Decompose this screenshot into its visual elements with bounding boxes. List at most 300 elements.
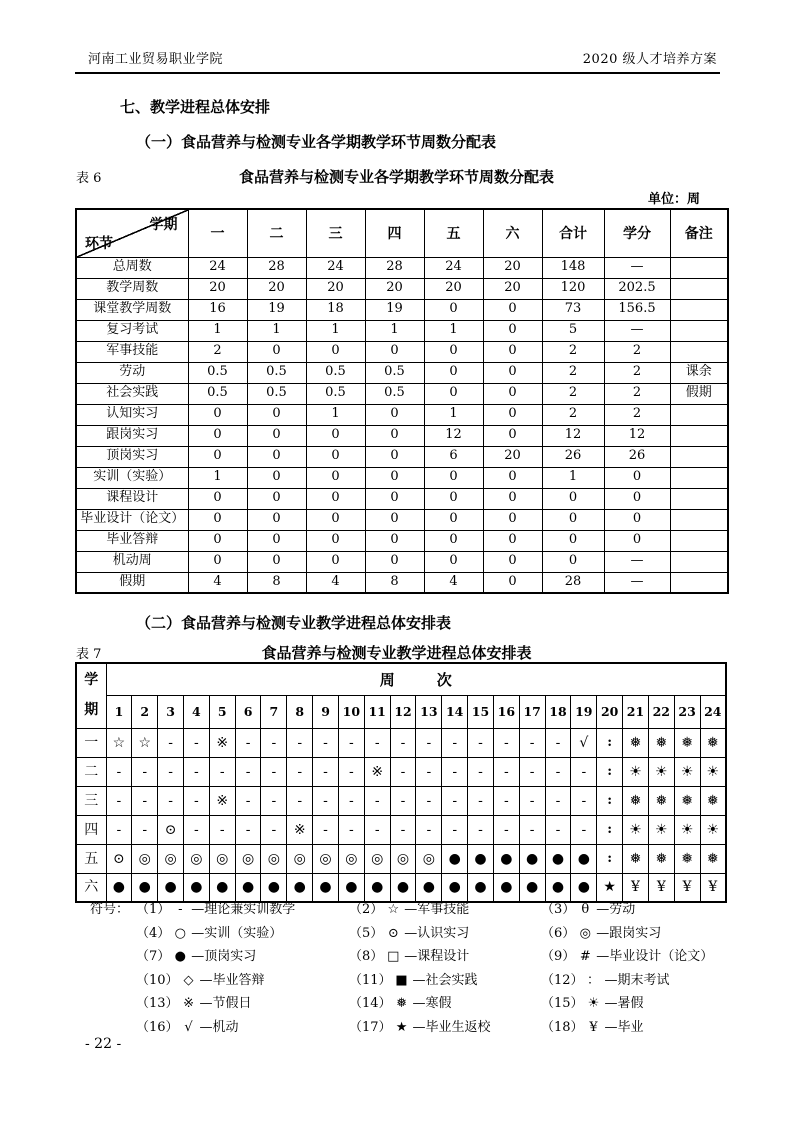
table6-cell: 28 (365, 257, 424, 278)
table7-schedule-cell: - (287, 728, 313, 757)
legend-item-symbol: √ (184, 1019, 193, 1035)
table7-schedule-cell: - (545, 757, 571, 786)
legend-item (349, 898, 541, 922)
table6-cell: 0 (247, 551, 306, 572)
legend-item-number: （16） (136, 1019, 179, 1035)
table7-schedule-cell: - (235, 815, 261, 844)
table6-cell: 2 (604, 383, 670, 404)
table7-schedule-cell: - (132, 757, 158, 786)
table6-column-header: 六 (483, 209, 542, 257)
table7-schedule-cell: ● (235, 873, 261, 902)
table7-schedule-cell: - (416, 815, 442, 844)
table7-row (76, 786, 726, 815)
table6-cell: 0 (365, 341, 424, 362)
table7-semester-label: 五 (76, 844, 106, 873)
legend-item-number: （11） (349, 972, 392, 988)
table7-row (76, 844, 726, 873)
table6-cell: 0 (365, 509, 424, 530)
table6-cell: 0 (424, 488, 483, 509)
table6-column-header: 一 (188, 209, 247, 257)
table7-schedule-cell: - (416, 757, 442, 786)
table6-cell: 课余 (670, 362, 728, 383)
legend-item-symbol: ○ (174, 925, 186, 941)
document-header (88, 48, 717, 67)
table7-week-number: 6 (235, 695, 261, 728)
table6-row (76, 404, 728, 425)
table7-schedule-cell: ❅ (648, 728, 674, 757)
table6-row (76, 299, 728, 320)
table6-cell: 0 (483, 488, 542, 509)
table6-cell (670, 530, 728, 551)
table6-cell: 0 (306, 446, 365, 467)
table7-week-number: 21 (623, 695, 649, 728)
legend-item-number: （4） (136, 925, 171, 941)
table7-schedule-cell: ● (390, 873, 416, 902)
table6-cell: 19 (365, 299, 424, 320)
table6-cell: 0.5 (188, 362, 247, 383)
table6-cell (670, 320, 728, 341)
legend-item-symbol: ◎ (579, 925, 591, 941)
table7-schedule-cell: - (183, 786, 209, 815)
table6-cell: 0 (365, 530, 424, 551)
table7-schedule-cell: - (390, 786, 416, 815)
table6-row (76, 383, 728, 404)
table6-cell: 0 (424, 299, 483, 320)
table6-cell: 0.5 (365, 383, 424, 404)
table6-cell: 0 (306, 509, 365, 530)
table6-row (76, 320, 728, 341)
table6-cell (670, 404, 728, 425)
legend-item-number: （1） (136, 902, 171, 917)
legend-item-desc: —认识实习 (404, 925, 470, 941)
table6-cell: 12 (542, 425, 604, 446)
legend-item (541, 945, 733, 969)
table7-schedule-cell: - (364, 728, 390, 757)
table6-row-label: 机动周 (76, 551, 188, 572)
table7-schedule-cell: - (235, 728, 261, 757)
legend-item-desc: —课程设计 (404, 949, 470, 964)
table6-cell: 0.5 (306, 362, 365, 383)
table6-cell: 2 (188, 341, 247, 362)
table6-row-label: 课堂教学周数 (76, 299, 188, 320)
table6-cell: 2 (604, 341, 670, 362)
table6-cell (670, 341, 728, 362)
legend-item-symbol: ● (174, 949, 186, 964)
table6-header-row (76, 209, 728, 257)
table6-cell: 5 (542, 320, 604, 341)
table7-schedule-cell: - (442, 728, 468, 757)
table7-week-header (106, 663, 726, 695)
table7-schedule-cell: ❅ (623, 844, 649, 873)
table7-schedule-cell: - (442, 757, 468, 786)
table7-week-number: 24 (700, 695, 726, 728)
table7-schedule-cell: ● (106, 873, 132, 902)
legend-item-symbol: # (579, 949, 591, 964)
table6-cell: 0 (306, 488, 365, 509)
table6-column-header: 合计 (542, 209, 604, 257)
legend-item (349, 1016, 541, 1040)
table6-cell: 0 (483, 341, 542, 362)
legend-item-desc: —军事技能 (404, 902, 470, 917)
table6-cell: 0 (247, 425, 306, 446)
table6-cell: 4 (424, 572, 483, 593)
table6-cell: 20 (247, 278, 306, 299)
table7-schedule-cell: ● (545, 844, 571, 873)
table6-caption-row (0, 166, 793, 187)
table7-schedule-cell: ❅ (700, 786, 726, 815)
table6-row (76, 341, 728, 362)
table7-schedule-cell: ● (442, 873, 468, 902)
table7-semester-label: 四 (76, 815, 106, 844)
table6-cell: 0 (483, 467, 542, 488)
header-rule (75, 72, 720, 74)
legend-item-desc: —社会实践 (412, 972, 478, 988)
legend-item-number: （13） (136, 996, 179, 1011)
table6-cell: 1 (306, 404, 365, 425)
table7-schedule-cell: ◎ (235, 844, 261, 873)
table6-cell: 0 (483, 551, 542, 572)
table6-row (76, 362, 728, 383)
legend-item-symbol: θ (581, 902, 590, 917)
table7-week-number: 11 (364, 695, 390, 728)
table7-schedule-cell: ❅ (623, 728, 649, 757)
table7-schedule-cell: - (416, 786, 442, 815)
table6-row (76, 572, 728, 593)
table6-row (76, 488, 728, 509)
table6-cell: 20 (483, 278, 542, 299)
table7-week-number: 4 (183, 695, 209, 728)
table6-cell: 0 (604, 467, 670, 488)
legend-item-number: （12） (541, 972, 584, 988)
table7-schedule-cell: - (468, 728, 494, 757)
table6-cell: 20 (424, 278, 483, 299)
table7-schedule-cell: - (261, 728, 287, 757)
table6-cell: 19 (247, 299, 306, 320)
legend-item-desc: —劳动 (596, 902, 636, 917)
table7-schedule-cell: - (183, 815, 209, 844)
legend-item-symbol: ★ (395, 1019, 408, 1035)
table6-cell: 4 (306, 572, 365, 593)
legend-item-desc: —跟岗实习 (596, 925, 662, 941)
legend-item-desc: —实训（实验） (191, 925, 283, 941)
legend-item (136, 922, 349, 946)
header-plan-title: 2020 级人才培养方案 (582, 52, 717, 67)
legend-item-number: （8） (349, 949, 384, 964)
table7-week-number: 18 (545, 695, 571, 728)
table6-cell: 0 (247, 467, 306, 488)
table6-row-label: 毕业答辩 (76, 530, 188, 551)
table6-cell: 0 (188, 488, 247, 509)
table6-cell: 28 (542, 572, 604, 593)
table6-cell (670, 446, 728, 467)
table7-schedule-cell: - (132, 815, 158, 844)
legend-item-desc: —毕业 (604, 1019, 644, 1035)
table7-schedule-cell: - (313, 786, 339, 815)
table6-row-label: 劳动 (76, 362, 188, 383)
table6-cell: 12 (424, 425, 483, 446)
table6-cell: 0.5 (365, 362, 424, 383)
table7-schedule-cell: ❅ (648, 786, 674, 815)
table7-schedule-cell: - (519, 786, 545, 815)
table6-row (76, 425, 728, 446)
legend-item (541, 898, 733, 922)
table7-schedule-cell: - (158, 786, 184, 815)
table7-schedule-cell: : (597, 728, 623, 757)
table7-week-number: 5 (209, 695, 235, 728)
table7-schedule-cell: ⊙ (106, 844, 132, 873)
table7-schedule-cell: ◎ (313, 844, 339, 873)
legend-item (136, 969, 349, 993)
legend-item-number: （7） (136, 949, 171, 964)
legend-item-symbol: ¥ (589, 1019, 598, 1035)
table6-cell: 0 (188, 446, 247, 467)
table6-cell: 2 (542, 341, 604, 362)
table6-cell (670, 425, 728, 446)
legend-item-desc: —期末考试 (604, 972, 670, 988)
table7-semester-label: 一 (76, 728, 106, 757)
section-heading: 七、教学进程总体安排 (120, 98, 271, 116)
table6-cell (670, 467, 728, 488)
table6-cell: 20 (483, 446, 542, 467)
table7-schedule-cell: - (287, 757, 313, 786)
table7-row (76, 815, 726, 844)
table7-schedule-cell: ※ (209, 786, 235, 815)
table6-cell: 0 (483, 572, 542, 593)
table7-schedule-cell: - (106, 786, 132, 815)
legend-item-desc: —毕业答辩 (199, 972, 265, 988)
table6-cell: 0 (365, 425, 424, 446)
table6-cell: 1 (306, 320, 365, 341)
legend-label: 符号： (90, 902, 130, 917)
legend-item (349, 922, 541, 946)
table6-cell: 24 (188, 257, 247, 278)
table7-schedule-cell: ❅ (700, 728, 726, 757)
table6-cell: 0 (604, 530, 670, 551)
legend-item-number: （17） (349, 1019, 392, 1035)
table7-schedule-cell: - (519, 757, 545, 786)
table7-schedule-cell: - (158, 757, 184, 786)
legend-item-number: （6） (541, 925, 576, 941)
table7-schedule-cell: ◎ (158, 844, 184, 873)
table7-schedule-cell: - (571, 815, 597, 844)
table7-schedule-cell: ★ (597, 873, 623, 902)
table6-cell: 0 (247, 446, 306, 467)
table6-cell: 2 (542, 383, 604, 404)
table6-cell: 202.5 (604, 278, 670, 299)
table7-schedule-cell: ◎ (261, 844, 287, 873)
table7-schedule-cell: - (132, 786, 158, 815)
table6-cell: 73 (542, 299, 604, 320)
table7-schedule-cell: - (390, 815, 416, 844)
table6-cell: 假期 (670, 383, 728, 404)
table6-cell: 0 (247, 488, 306, 509)
table7-schedule-cell: - (468, 757, 494, 786)
table6-row (76, 467, 728, 488)
legend-item-number: （5） (349, 925, 384, 941)
table6-cell: 6 (424, 446, 483, 467)
table7-schedule-cell: ● (442, 844, 468, 873)
table6-row-label: 毕业设计（论文） (76, 509, 188, 530)
table6-cell: 24 (306, 257, 365, 278)
table6-cell: 0 (424, 551, 483, 572)
table6-cell: 16 (188, 299, 247, 320)
table6-cell: 0 (365, 488, 424, 509)
table7-week-number-row (76, 695, 726, 728)
table7-schedule-cell: ● (545, 873, 571, 902)
legend-item-desc: —顶岗实习 (191, 949, 257, 964)
table7-schedule-cell: - (313, 757, 339, 786)
table6-row-label: 假期 (76, 572, 188, 593)
table7-schedule-cell: ◎ (183, 844, 209, 873)
table6-cell: 0 (365, 446, 424, 467)
table7-week-number: 17 (519, 695, 545, 728)
table7-schedule-cell: - (235, 786, 261, 815)
table6-cell: 20 (306, 278, 365, 299)
table6-cell: 0 (424, 509, 483, 530)
table7-schedule-cell: ● (338, 873, 364, 902)
table6-cell: 0.5 (188, 383, 247, 404)
table6-cell: 2 (604, 404, 670, 425)
table6-cell: 0 (365, 404, 424, 425)
table6-cell: 0.5 (247, 362, 306, 383)
legend-item-number: （2） (349, 902, 384, 917)
table7-week-number: 15 (468, 695, 494, 728)
table7-tag: 表 7 (76, 647, 102, 662)
table7-schedule-cell: ☀ (700, 757, 726, 786)
table7-schedule-cell: - (287, 786, 313, 815)
table7-schedule-cell: - (493, 728, 519, 757)
table6-row (76, 509, 728, 530)
table6-cell (670, 299, 728, 320)
table7-schedule-cell: - (493, 786, 519, 815)
table6-row (76, 257, 728, 278)
table7-schedule-cell: - (571, 757, 597, 786)
table7-schedule-cell: ※ (287, 815, 313, 844)
table7-row (76, 728, 726, 757)
table6-cell: 4 (188, 572, 247, 593)
table7-title: 食品营养与检测专业教学进程总体安排表 (261, 644, 532, 662)
table7-week-header-text: 周次 (379, 670, 494, 689)
table6-cell: 0 (483, 425, 542, 446)
table6-cell: 0 (247, 341, 306, 362)
table6-cell (670, 278, 728, 299)
table7-schedule-cell: - (338, 786, 364, 815)
header-school-name: 河南工业贸易职业学院 (88, 52, 224, 67)
legend-item (541, 969, 733, 993)
table6-cell: 0 (188, 404, 247, 425)
table7-schedule-cell: - (468, 815, 494, 844)
table6-column-header: 备注 (670, 209, 728, 257)
table6-cell: 20 (365, 278, 424, 299)
table7-schedule-cell: ¥ (648, 873, 674, 902)
table7-schedule-cell: ❅ (674, 786, 700, 815)
table7-schedule-cell: ¥ (674, 873, 700, 902)
table7-schedule-cell: ☀ (700, 815, 726, 844)
table7-schedule-cell: ● (261, 873, 287, 902)
table6-row (76, 530, 728, 551)
table7-schedule-cell: - (519, 728, 545, 757)
table7-schedule-cell: - (493, 815, 519, 844)
table7-schedule-cell: - (261, 786, 287, 815)
table6-column-header: 四 (365, 209, 424, 257)
table7-schedule-cell: - (183, 757, 209, 786)
table6-cell: 0 (424, 341, 483, 362)
corner-label-semester: 学期 (149, 217, 178, 233)
table7-schedule-cell: ● (571, 873, 597, 902)
legend-item (349, 945, 541, 969)
table7-week-number: 10 (338, 695, 364, 728)
table6-cell: 0 (542, 488, 604, 509)
table7-schedule-cell: ● (183, 873, 209, 902)
table7-semester-header-text: 学期 (84, 672, 99, 718)
table6-cell: 0 (247, 509, 306, 530)
table6-cell: — (604, 572, 670, 593)
table6-cell: 0 (483, 299, 542, 320)
legend-item-desc: —理论兼实训教学 (191, 902, 296, 917)
legend-item (541, 1016, 733, 1040)
table6-cell: 0 (306, 341, 365, 362)
table7-schedule-cell: ● (287, 873, 313, 902)
legend-item-number: （18） (541, 1019, 584, 1035)
table6-cell: 0 (247, 530, 306, 551)
table7-schedule-cell: ☀ (623, 757, 649, 786)
table6-cell: 2 (604, 362, 670, 383)
table7-schedule-cell: - (571, 786, 597, 815)
table7-semester-label: 二 (76, 757, 106, 786)
table7-week-number: 19 (571, 695, 597, 728)
legend-item (136, 945, 349, 969)
table7-schedule-cell: - (519, 815, 545, 844)
table6-cell: 0 (483, 530, 542, 551)
legend-item-symbol: ■ (395, 972, 408, 988)
legend-item-symbol: ❅ (396, 996, 407, 1011)
table7-week-number: 2 (132, 695, 158, 728)
table7-schedule-cell: ● (158, 873, 184, 902)
legend-item-desc: —暑假 (604, 996, 644, 1011)
legend-item-symbol: - (178, 902, 183, 917)
table6-cell: 156.5 (604, 299, 670, 320)
table6-cell: 0 (542, 530, 604, 551)
table7-schedule-cell: - (235, 757, 261, 786)
table6-cell: 120 (542, 278, 604, 299)
legend-item-desc: —寒假 (412, 996, 452, 1011)
table7-schedule-cell: ● (519, 844, 545, 873)
table7-week-number: 13 (416, 695, 442, 728)
table7-schedule-cell: - (313, 728, 339, 757)
table7-header-row-1 (76, 663, 726, 695)
table7-schedule-cell: ※ (364, 757, 390, 786)
table6-cell: 1 (188, 467, 247, 488)
table7-schedule-cell: : (597, 815, 623, 844)
table7-schedule-cell: ● (519, 873, 545, 902)
table7-schedule-cell: ⊙ (158, 815, 184, 844)
table7-semester-label: 三 (76, 786, 106, 815)
table7-schedule-cell: - (261, 757, 287, 786)
table6-cell: 0 (424, 362, 483, 383)
table6-cell: — (604, 551, 670, 572)
table6-cell: 0 (604, 509, 670, 530)
table7-week-number: 20 (597, 695, 623, 728)
table6-row-label: 认知实习 (76, 404, 188, 425)
table7-schedule-cell: ¥ (623, 873, 649, 902)
table7-schedule-cell: ● (313, 873, 339, 902)
table6-cell: 0 (306, 467, 365, 488)
corner-label-item: 环节 (85, 235, 113, 252)
table7-semester-label: 六 (76, 873, 106, 902)
table7-schedule-cell: - (158, 728, 184, 757)
table6-cell: 1 (247, 320, 306, 341)
table7-schedule-cell: ● (571, 844, 597, 873)
